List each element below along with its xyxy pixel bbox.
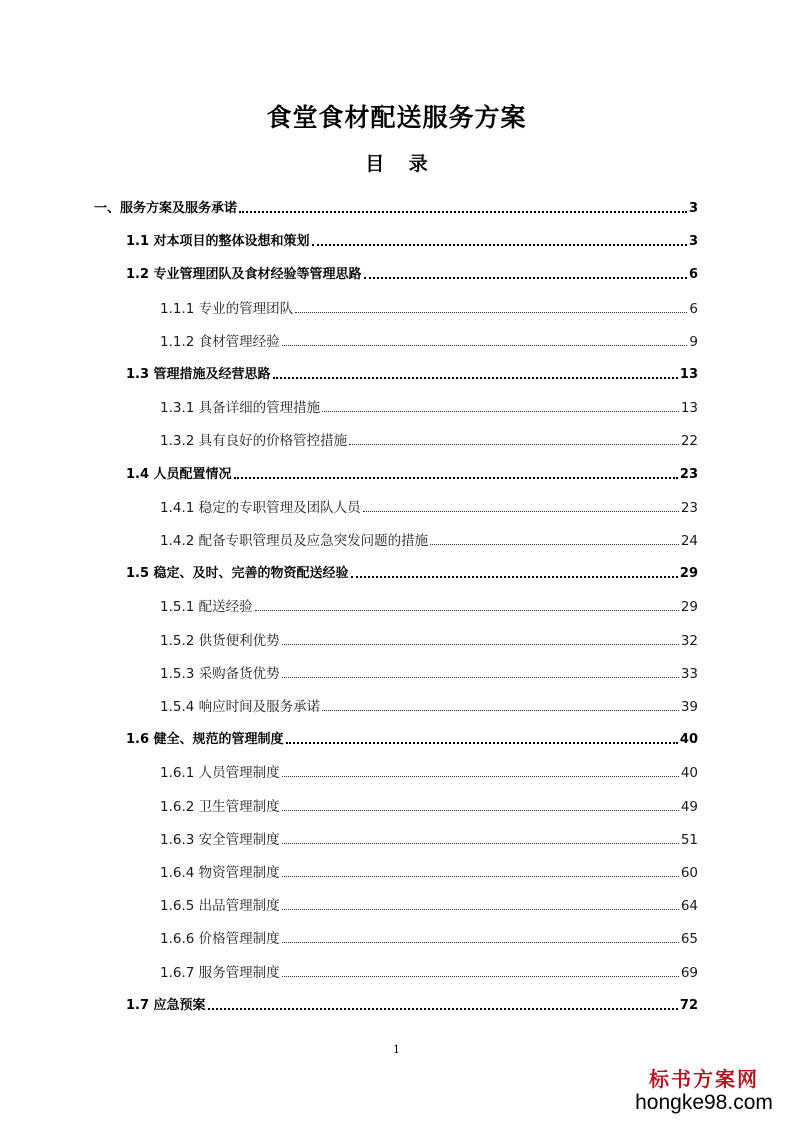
toc-entry-page: 60 (680, 865, 698, 881)
toc-entry-page: 3 (688, 201, 698, 216)
toc-entry-page: 40 (680, 765, 698, 782)
toc-entry-title: 1.5.1 配送经验 (160, 599, 253, 616)
toc-entry-page: 3 (688, 234, 698, 250)
toc-entry-page: 23 (679, 466, 698, 482)
toc-entry-title: 一、服务方案及服务承诺 (94, 201, 238, 216)
toc-entry[interactable] (160, 630, 698, 650)
toc-leader-dots (282, 776, 679, 777)
toc-entry-title: 1.1.1 专业的管理团队 (160, 300, 294, 317)
toc-entry-title: 1.5.3 采购备货优势 (160, 665, 280, 682)
toc-entry[interactable] (160, 397, 698, 417)
toc-entry[interactable] (160, 663, 698, 683)
watermark-logo (629, 1067, 779, 1115)
toc-entry-title: 1.5 稳定、及时、完善的物资配送经验 (126, 566, 349, 582)
toc-entry-page: 40 (679, 732, 698, 748)
toc-entry-title: 1.7 应急预案 (126, 997, 206, 1013)
toc-leader-dots (234, 477, 678, 479)
toc-entry[interactable] (160, 862, 698, 882)
toc-leader-dots (286, 742, 678, 744)
toc-entry-title: 1.6.1 人员管理制度 (160, 765, 280, 782)
watermark-site: hongke98.com (635, 1091, 773, 1114)
toc-entry[interactable] (160, 762, 698, 782)
toc-entry-title: 1.2 专业管理团队及食材经验等管理思路 (126, 267, 362, 283)
toc-entry[interactable] (160, 895, 698, 915)
toc-leader-dots (364, 277, 687, 279)
toc-entry-title: 1.5.4 响应时间及服务承诺 (160, 699, 321, 715)
toc-entry[interactable] (126, 563, 698, 583)
toc-entry[interactable] (126, 231, 698, 251)
toc-heading: 目 录 (365, 153, 428, 175)
toc-entry[interactable] (94, 198, 698, 218)
toc-entry-page: 24 (680, 533, 698, 549)
toc-entry-page: 23 (680, 499, 698, 516)
toc-entry[interactable] (126, 464, 698, 484)
toc-entry[interactable] (160, 829, 698, 849)
toc-entry-page: 13 (680, 400, 698, 417)
toc-leader-dots (295, 312, 687, 313)
toc-entry-title: 1.6.3 安全管理制度 (160, 831, 280, 848)
toc-entry-title: 1.3 管理措施及经营思路 (126, 367, 271, 382)
toc-entry-page: 29 (679, 566, 698, 582)
toc-leader-dots (239, 211, 687, 213)
toc-leader-dots (282, 876, 679, 877)
toc-entry-page: 13 (679, 367, 698, 382)
toc-entry[interactable] (160, 430, 698, 450)
toc-entry-title: 1.6.4 物资管理制度 (160, 865, 280, 881)
page-number: 1 (393, 1043, 400, 1056)
toc-entry-page: 65 (680, 931, 698, 948)
toc-entry[interactable] (126, 729, 698, 749)
toc-entry-page: 69 (680, 964, 698, 981)
toc-leader-dots (349, 444, 679, 445)
toc-entry-title: 1.6.6 价格管理制度 (160, 931, 280, 948)
toc-entry[interactable] (160, 928, 698, 948)
toc-leader-dots (282, 644, 679, 645)
toc-entry[interactable] (160, 596, 698, 616)
toc-entry-page: 51 (680, 831, 698, 848)
toc-entry-title: 1.4.1 稳定的专职管理及团队人员 (160, 499, 361, 516)
toc-entry[interactable] (126, 364, 698, 384)
toc-entry-page: 6 (688, 267, 698, 283)
toc-entry-title: 1.5.2 供货便利优势 (160, 632, 280, 649)
toc-entry-page: 6 (689, 300, 698, 317)
toc-entry-page: 39 (680, 699, 698, 715)
document-title: 食堂食材配送服务方案 (266, 103, 527, 132)
toc-leader-dots (282, 843, 679, 844)
toc-leader-dots (282, 677, 679, 678)
toc-entry[interactable] (160, 497, 698, 517)
toc-entry[interactable] (126, 264, 698, 284)
toc-leader-dots (363, 511, 679, 512)
toc-entry-page: 29 (680, 599, 698, 616)
toc-entry-title: 1.6.2 卫生管理制度 (160, 798, 280, 815)
toc-entry-page: 33 (680, 665, 698, 682)
toc-entry-page: 72 (679, 997, 698, 1013)
toc-leader-dots (282, 345, 688, 346)
toc-entry[interactable] (160, 298, 698, 318)
toc-leader-dots (322, 411, 679, 412)
toc-leader-dots (282, 909, 679, 910)
toc-entry[interactable] (160, 796, 698, 816)
toc-entry-title: 1.6.5 出品管理制度 (160, 898, 280, 915)
toc-entry[interactable] (160, 696, 698, 716)
toc-entry-page: 49 (680, 798, 698, 815)
watermark-name: 标书方案网 (649, 1067, 759, 1091)
toc-entry[interactable] (160, 530, 698, 550)
toc-leader-dots (322, 710, 679, 711)
toc-entry-page: 32 (680, 632, 698, 649)
toc-leader-dots (273, 377, 678, 379)
toc-leader-dots (312, 244, 687, 246)
toc-entry[interactable] (160, 331, 698, 351)
toc-entry-title: 1.1 对本项目的整体设想和策划 (126, 234, 310, 250)
toc-leader-dots (255, 610, 679, 611)
toc-leader-dots (282, 810, 679, 811)
toc-entry-title: 1.4.2 配备专职管理员及应急突发问题的措施 (160, 533, 429, 549)
toc-entry-title: 1.1.2 食材管理经验 (160, 333, 280, 350)
toc-entry-title: 1.6.7 服务管理制度 (160, 964, 280, 981)
toc-leader-dots (430, 544, 679, 545)
toc-entry-page: 22 (680, 433, 698, 450)
toc-leader-dots (351, 576, 678, 578)
toc-entry-title: 1.6 健全、规范的管理制度 (126, 732, 284, 748)
toc-entry[interactable] (160, 962, 698, 982)
toc-entry-page: 9 (689, 333, 698, 350)
toc-entry-title: 1.4 人员配置情况 (126, 466, 232, 482)
toc-entry[interactable] (126, 995, 698, 1015)
toc-entry-title: 1.3.2 具有良好的价格管控措施 (160, 433, 348, 450)
toc-leader-dots (282, 942, 679, 943)
toc-leader-dots (208, 1008, 678, 1010)
toc-leader-dots (282, 976, 679, 977)
toc-entry-page: 64 (680, 898, 698, 915)
toc-entry-title: 1.3.1 具备详细的管理措施 (160, 400, 321, 417)
